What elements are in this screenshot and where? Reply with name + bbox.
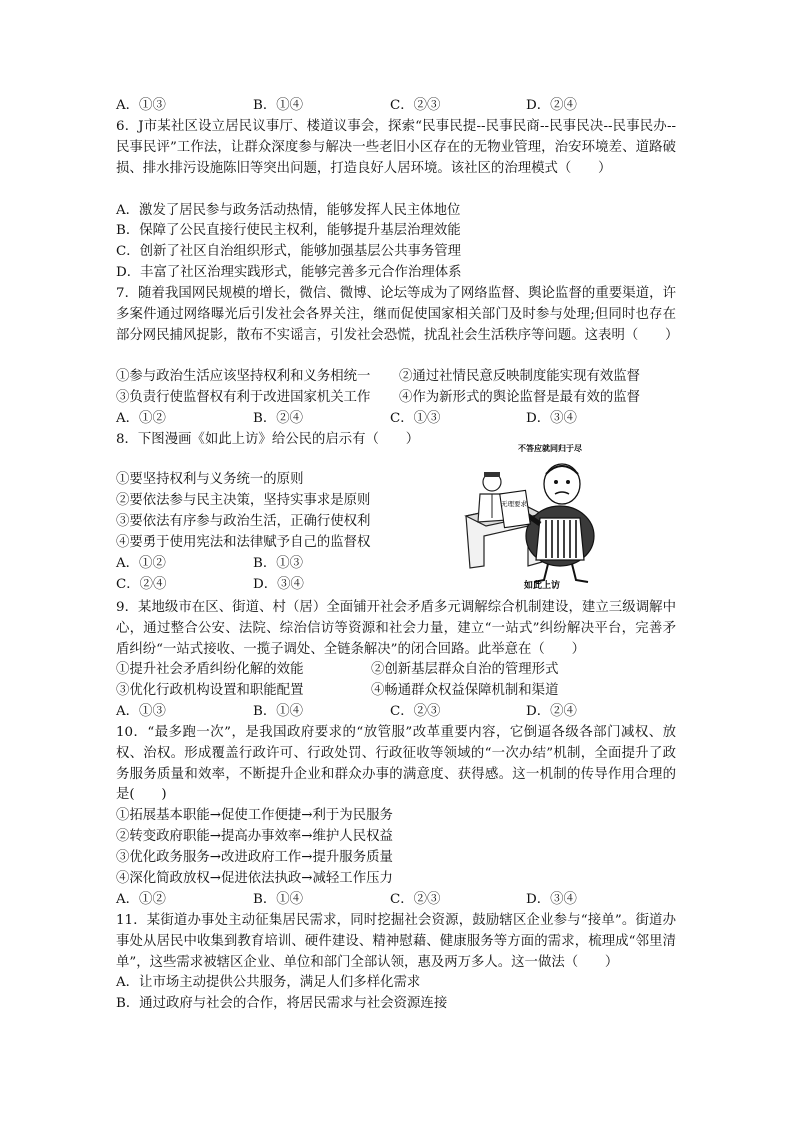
q5-options [116, 96, 676, 117]
q10-option-b[interactable]: B．①④ [253, 892, 304, 907]
cartoon-bubble-text: 不答应就同归于尽 [518, 444, 582, 453]
q11-stem: 11．某街道办事处主动征集居民需求，同时挖掘社会资源，鼓励辖区企业参与“接单”。街道办事处从居民中收集到教育培训、硬件建设、精神慰藉、健康服务等方面的需求，梳理成“邻里清单”，这些需求被辖区企业、单位和部门全部认领，惠及两万多人。这一做法（ ） [116, 913, 676, 970]
q10-statement-3: ③优化政务服务→改进政府工作→提升服务质量 [116, 850, 393, 865]
q9-option-c[interactable]: C．②③ [390, 704, 441, 719]
q10-option-a[interactable]: A．①② [116, 892, 166, 907]
q5-option-a[interactable]: A．①③ [116, 98, 166, 113]
q7-options [116, 409, 676, 430]
q10-statement-2: ②转变政府职能→提高办事效率→维护人民权益 [116, 829, 393, 844]
cartoon-caption: 如此上访 [523, 581, 561, 590]
q6-option-b[interactable]: B．保障了公民直接行使民主权利，能够提升基层治理效能 [116, 223, 461, 238]
q9-statement-2: ②创新基层群众自治的管理形式 [371, 662, 559, 677]
q10-option-c[interactable]: C．②③ [390, 892, 441, 907]
q11-option-a[interactable]: A．让市场主动提供公共服务，满足人们多样化需求 [116, 975, 421, 990]
q10-option-d[interactable]: D．③④ [526, 892, 577, 907]
q8-stem: 8．下图漫画《如此上访》给公民的启示有（ ） [116, 432, 420, 447]
q8-statement-3: ③要依法有序参与政治生活，正确行使权利 [116, 514, 371, 529]
q9-options [116, 702, 676, 723]
q7-stem: 7．随着我国网民规模的增长，微信、微博、论坛等成为了网络监督、舆论监督的重要渠道，许多案件通过网络曝光后引发社会各界关注，继而促使国家相关部门及时参与处理;但同时也存在部分网民捕风捉影，散布不实谣言，引发社会恐慌，扰乱社会生活秩序等问题。这表明（ ） [116, 286, 679, 343]
q6-option-a[interactable]: A．激发了居民参与政务活动热情，能够发挥人民主体地位 [116, 203, 461, 218]
q5-option-c[interactable]: C．②③ [390, 98, 441, 113]
q8-option-b[interactable]: B．①③ [253, 556, 304, 571]
q10-options [116, 890, 676, 911]
q5-option-b[interactable]: B．①④ [253, 98, 304, 113]
cartoon-paper-text: 无理要求 [501, 500, 527, 508]
q8-option-d[interactable]: D．③④ [253, 577, 304, 592]
q9-option-a[interactable]: A．①③ [116, 704, 166, 719]
q11-option-b[interactable]: B．通过政府与社会的合作，将居民需求与社会资源连接 [116, 996, 448, 1011]
q5-option-d[interactable]: D．②④ [526, 98, 577, 113]
q8-option-c[interactable]: C．②④ [116, 577, 167, 592]
q10-statement-1: ①拓展基本职能→促使工作便捷→利于为民服务 [116, 808, 393, 823]
q9-statement-1: ①提升社会矛盾纠纷化解的效能 [116, 662, 304, 677]
q10-stem: 10．“最多跑一次”，是我国政府要求的“放管服”改革重要内容，它倒逼各级各部门减权、放权、治权。形成覆盖行政许可、行政处罚、行政征收等领域的“一次办结”机制，全面提升了政务服务质量和效率，不断提升企业和群众办事的满意度、获得感。这一机制的传导作用合理的是( ) [116, 725, 676, 803]
cartoon-drawing [462, 440, 610, 590]
q8-statement-4: ④要勇于使用宪法和法律赋予自己的监督权 [116, 535, 371, 550]
q8-option-a[interactable]: A．①② [116, 556, 166, 571]
q7-option-a[interactable]: A．①② [116, 411, 166, 426]
q7-option-b[interactable]: B．②④ [253, 411, 304, 426]
q7-option-c[interactable]: C．①③ [390, 411, 441, 426]
q9-stem: 9．某地级市在区、街道、村（居）全面铺开社会矛盾多元调解综合机制建设，建立三级调解中心，通过整合公安、法院、综治信访等资源和社会力量，建立“一站式”纠纷解决平台，完善矛盾纠纷“一站式接收、一揽子调处、全链条解决”的闭合回路。此举意在（ ） [116, 600, 676, 657]
q7-option-d[interactable]: D．③④ [526, 411, 577, 426]
q6-option-d[interactable]: D．丰富了社区治理实践形式，能够完善多元合作治理体系 [116, 265, 462, 280]
q9-option-d[interactable]: D．②④ [526, 704, 577, 719]
q9-option-b[interactable]: B．①④ [253, 704, 304, 719]
q8-statement-1: ①要坚持权利与义务统一的原则 [116, 472, 304, 487]
q7-statement-1: ①参与政治生活应该坚持权利和义务相统一 [116, 369, 371, 384]
q7-statement-4: ④作为新形式的舆论监督是最有效的监督 [399, 390, 641, 405]
q8-cartoon [462, 440, 610, 590]
q10-statement-4: ④深化简政放权→促进依法执政→减轻工作压力 [116, 871, 393, 886]
q8-statement-2: ②要依法参与民主决策，坚持实事求是原则 [116, 493, 371, 508]
q9-statement-4: ④畅通群众权益保障机制和渠道 [371, 683, 559, 698]
q7-statement-2: ②通过社情民意反映制度能实现有效监督 [399, 369, 641, 384]
q7-statement-3: ③负责行使监督权有利于改进国家机关工作 [116, 390, 371, 405]
q9-statement-3: ③优化行政机构设置和职能配置 [116, 683, 304, 698]
q6-stem: 6．J市某社区设立居民议事厅、楼道议事会，探索“民事民提--民事民商--民事民决--民事民办--民事民评”工作法，让群众深度参与解决一些老旧小区存在的无物业管理，治安环境差、道路破损、排水排污设施陈旧等突出问题，打造良好人居环境。该社区的治理模式（ ） [116, 119, 676, 176]
q6-option-c[interactable]: C．创新了社区自治组织形式，能够加强基层公共事务管理 [116, 244, 462, 259]
